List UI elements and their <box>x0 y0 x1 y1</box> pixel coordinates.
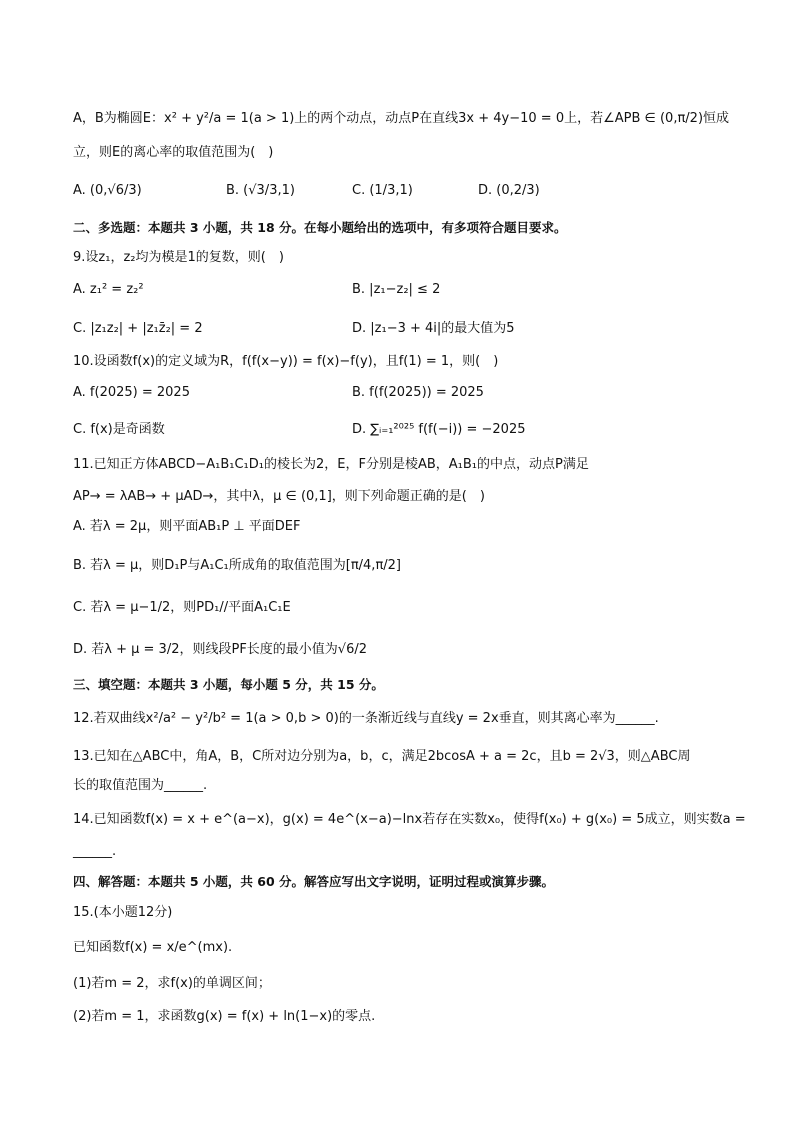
q11-option-c: C. 若λ = μ−1/2，则PD₁//平面A₁C₁E <box>73 600 291 615</box>
section2-title: 二、多选题：本题共 3 小题，共 18 分。在每小题给出的选项中，有多项符合题目要求。 <box>73 220 567 235</box>
q11-option-b: B. 若λ = μ，则D₁P与A₁C₁所成角的取值范围为[π/4,π/2] <box>73 558 401 573</box>
q11-option-d: D. 若λ + μ = 3/2，则线段PF长度的最小值为√6/2 <box>73 642 367 657</box>
q11-stem-line1: 11.已知正方体ABCD−A₁B₁C₁D₁的棱长为2，E，F分别是棱AB，A₁B₁的中点，动点P满足 <box>73 457 589 472</box>
q10-stem: 10.设函数f(x)的定义域为R，f(f(x−y)) = f(x)−f(y)，且f(1) = 1，则( ) <box>73 354 499 369</box>
q14-stem-line1: 14.已知函数f(x) = x + e^(a−x)，g(x) = 4e^(x−a)−lnx若存在实数x₀，使得f(x₀) + g(x₀) = 5成立，则实数a = <box>73 812 746 827</box>
q11-option-a: A. 若λ = 2μ，则平面AB₁P ⊥ 平面DEF <box>73 519 301 534</box>
q10-option-d: D. ∑ᵢ₌₁²⁰²⁵ f(f(−i)) = −2025 <box>352 422 526 437</box>
q9-stem: 9.设z₁，z₂均为模是1的复数，则( ) <box>73 250 284 265</box>
q15-part1: (1)若m = 2，求f(x)的单调区间； <box>73 976 271 991</box>
q8-option-d: D. (0,2/3) <box>478 183 540 198</box>
section3-title: 三、填空题：本题共 3 小题，每小题 5 分，共 15 分。 <box>73 677 384 692</box>
q10-option-b: B. f(f(2025)) = 2025 <box>352 385 484 400</box>
q8-option-a: A. (0,√6/3) <box>73 183 142 198</box>
q8-stem-line1: A，B为椭圆E：x² + y²/a = 1(a > 1)上的两个动点，动点P在直线3x + 4y−10 = 0上，若∠APB ∈ (0,π/2)恒成 <box>73 111 730 126</box>
q15-stem: 已知函数f(x) = x/e^(mx). <box>73 940 233 955</box>
q9-option-c: C. |z₁z₂| + |z₁z̄₂| = 2 <box>73 321 203 336</box>
q9-option-b: B. |z₁−z₂| ≤ 2 <box>352 282 441 297</box>
section4-title: 四、解答题：本题共 5 小题，共 60 分。解答应写出文字说明，证明过程或演算步骤。 <box>73 874 555 889</box>
q11-stem-line2: AP→ = λAB→ + μAD→，其中λ，μ ∈ (0,1]，则下列命题正确的是( ) <box>73 489 485 504</box>
q8-stem-line2: 立，则E的离心率的取值范围为( ) <box>73 145 274 160</box>
q13-stem-line1: 13.已知在△ABC中，角A，B，C所对边分别为a，b，c，满足2bcosA + a = 2c，且b = 2√3，则△ABC周 <box>73 749 691 764</box>
q12-stem: 12.若双曲线x²/a² − y²/b² = 1(a > 0,b > 0)的一条渐近线与直线y = 2x垂直，则其离心率为______. <box>73 711 659 726</box>
q8-option-c: C. (1/3,1) <box>352 183 413 198</box>
q15-header: 15.(本小题12分) <box>73 905 173 920</box>
q15-part2: (2)若m = 1，求函数g(x) = f(x) + ln(1−x)的零点. <box>73 1009 376 1024</box>
q9-option-a: A. z₁² = z₂² <box>73 282 144 297</box>
q8-option-b: B. (√3/3,1) <box>226 183 295 198</box>
q14-stem-line2: ______. <box>73 844 117 859</box>
q13-stem-line2: 长的取值范围为______. <box>73 778 208 793</box>
q9-option-d: D. |z₁−3 + 4i|的最大值为5 <box>352 321 515 336</box>
q10-option-a: A. f(2025) = 2025 <box>73 385 190 400</box>
q10-option-c: C. f(x)是奇函数 <box>73 422 165 437</box>
